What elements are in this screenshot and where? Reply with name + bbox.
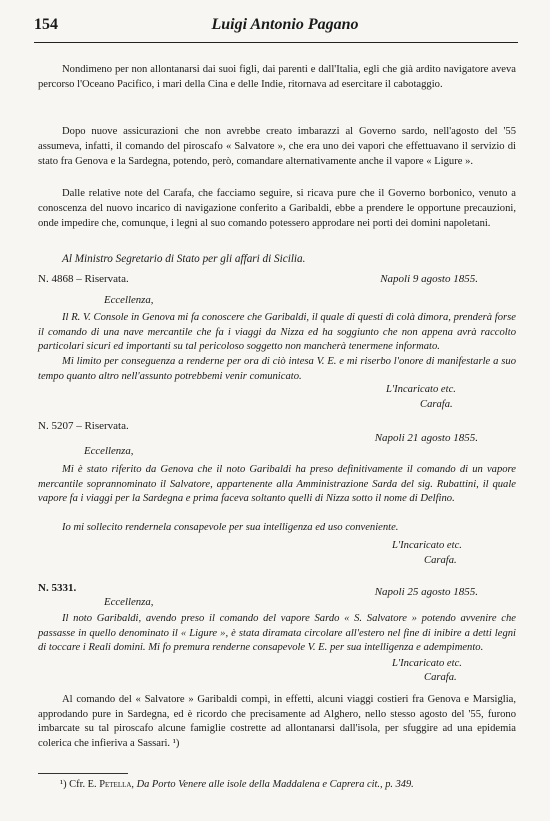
footnote-author: E. Petella,	[87, 779, 135, 790]
paragraph-2: Dopo nuove assicurazioni che non avrebbe creato imbarazzi al Governo sardo, nell'agosto del '55 assumeva, infatti, il comando del piroscafo « Salvatore », che era uno dei vapori che effettuavano il servizio di stato fra Genova e la Sardegna, potendo, però, comandare alternativamente anche il vapore « Ligure ».	[38, 126, 516, 168]
paragraph-1: Nondimeno per non allontanarsi dai suoi figli, dai parenti e dall'Italia, egli che già ardito navigatore aveva percorso l'Oceano Pacifico, i mari della Cina e delle Indie, ritornava ad esercitare il cabotaggio.	[38, 64, 516, 91]
letter-3-number: N. 5331.	[38, 582, 77, 594]
letter-2-body-1: Mi è stato riferito da Genova che il noto Garibaldi ha preso definitivamente il comando di un vapore mercantile soprannominato il Salvatore, appartenente alla Amministrazione Sarda del sig. Rubattini, il quale vapore fa i viaggi per la Sardegna e prima faceva soltanto quelli di Nizza sotto il nome di Delfino.	[38, 464, 516, 505]
letter-2-sign-2: Carafa.	[424, 555, 457, 566]
header-rule	[34, 42, 518, 43]
closing-paragraph: Al comando del « Salvatore » Garibaldi compì, in effetti, alcuni viaggi costieri fra Genova e Marsiglia, approdando pure in Sardegna, ed è ricordo che precisamente ad Alghero, nello stesso agosto del '55, furono imbarcate su tal piroscafo alcune famiglie costrette ad allontanarsi dall'isola, per sfuggire ad una epidemia colerica che infieriva a Sassari. ¹)	[38, 694, 516, 749]
footnote-marker: ¹) Cfr.	[60, 779, 86, 790]
letter-3-place-date: Napoli 25 agosto 1855.	[374, 586, 478, 598]
footnote-text: Da Porto Venere alle isole della Maddalena e Caprera cit., p. 349.	[136, 779, 414, 790]
letter-2-sign-1: L'Incaricato etc.	[392, 540, 462, 551]
letter-3-sign-2: Carafa.	[424, 672, 457, 683]
letter-1-salutation: Eccellenza,	[104, 294, 154, 306]
letter-1-body-2: Mi limito per conseguenza a renderne per ora di ciò intesa V. E. e mi riserbo l'onore di manifestarle a suo tempo quanto altro nell'assunto potrebbemi venir comunicato.	[38, 356, 516, 382]
letter-1-header	[38, 273, 516, 289]
letter-2-salutation: Eccellenza,	[84, 445, 134, 457]
letter-2-header	[38, 420, 516, 448]
letter-2-body-2: Io mi sollecito rendernela consapevole per sua intelligenza ed uso conveniente.	[62, 522, 399, 533]
letter-3-salutation: Eccellenza,	[104, 596, 154, 608]
letter-1-sign-2: Carafa.	[420, 399, 453, 410]
footnote-rule	[38, 773, 128, 774]
letter-2-place-date: Napoli 21 agosto 1855.	[374, 432, 478, 444]
page-number: 154	[34, 16, 58, 33]
letter-1-place-date: Napoli 9 agosto 1855.	[380, 273, 478, 285]
letter-3-sign-1: L'Incaricato etc.	[392, 658, 462, 669]
footnote	[60, 779, 414, 790]
paragraph-3: Dalle relative note del Carafa, che facciamo seguire, si ricava pure che il Governo borbonico, venuto a conoscenza del nuovo incarico di navigazione conferito a Garibaldi, ebbe a prendere le opportune precauzioni, onde impedire che, comunque, i legni al suo comando potessero approdare nei porti dei domini napoletani.	[38, 188, 516, 230]
letter-2-number: N. 5207 – Riservata.	[38, 420, 129, 432]
letter-1-sign-1: L'Incaricato etc.	[386, 384, 456, 395]
letter-3-body-1: Il noto Garibaldi, avendo preso il comando del vapore Sardo « S. Salvatore » potendo avvenire che passasse in quello denominato il « Ligure », è stata diramata circolare all'estero nel fine di inibire a detti legni di toccare i Reali domini. Mi fo premura renderne consapevole V. E. per sua intelligenza e adempimento.	[38, 613, 516, 654]
letter-1-number: N. 4868 – Riservata.	[38, 273, 129, 285]
running-title: Luigi Antonio Pagano	[211, 16, 359, 33]
section-heading: Al Ministro Segretario di Stato per gli affari di Sicilia.	[62, 253, 306, 265]
letter-1-body-1: Il R. V. Console in Genova mi fa conoscere che Garibaldi, il quale di questi dì colà dimora, prenderà forse il comando di una nave mercantile che fa i viaggi da Nizza ed ha soggiunto che non appena avrà raccolto particolari sicuri ed importanti su tal pericoloso soggetto non mancherà tenermene informato.	[38, 312, 516, 353]
